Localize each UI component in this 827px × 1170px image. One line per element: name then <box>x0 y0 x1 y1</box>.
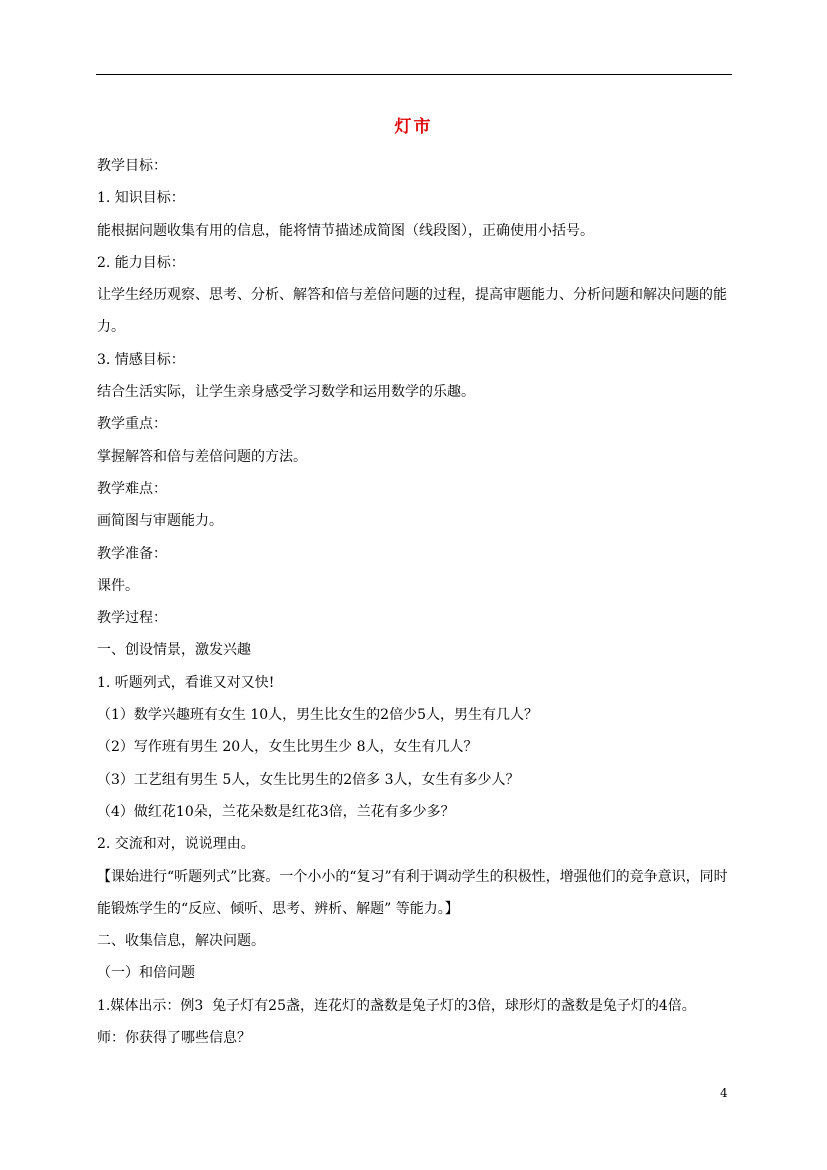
paragraph: 教学目标： <box>97 158 167 174</box>
page-number: 4 <box>720 1086 728 1100</box>
paragraph: （3）工艺组有男生 5人，女生比男生的2倍多 3人，女生有多少人？ <box>97 771 520 788</box>
paragraph: 结合生活实际，让学生亲身感受学习数学和运用数学的乐趣。 <box>97 384 475 401</box>
paragraph: 1. 听题列式，看谁又对又快! <box>97 674 275 691</box>
paragraph: （4）做红花10朵，兰花朵数是红花3倍，兰花有多少多？ <box>97 803 455 820</box>
paragraph: （2）写作班有男生 20人，女生比男生少 8人，女生有几人？ <box>97 739 478 756</box>
paragraph: 1.媒体出示：例3 兔子灯有25盏，连花灯的盏数是兔子灯的3倍，球形灯的盏数是兔子灯的4倍。 <box>97 997 696 1014</box>
header-rule <box>96 74 732 75</box>
paragraph: 教学重点： <box>97 416 167 433</box>
paragraph: （1）数学兴趣班有女生 10人，男生比女生的2倍少5人，男生有几人？ <box>97 707 538 724</box>
paragraph: 能根据问题收集有用的信息，能将情节描述成简图（线段图），正确使用小括号。 <box>97 222 594 239</box>
paragraph: 二、收集信息，解决问题。 <box>97 933 265 950</box>
paragraph: 课件。 <box>97 577 139 594</box>
paragraph: 让学生经历观察、思考、分析、解答和倍与差倍问题的过程，提高审题能力、分析问题和解决问题的能力。 <box>97 287 727 336</box>
paragraph: 掌握解答和倍与差倍问题的方法。 <box>97 448 307 465</box>
document-body <box>97 150 737 1054</box>
paragraph: 【课始进行“听题列式”比赛。一个小小的“复习”有利于调动学生的积极性，增强他们的竞争意识，同时能锻炼学生的“反应、倾听、思考、辨析、解题” 等能力。】 <box>97 868 728 917</box>
paragraph: 1. 知识目标： <box>97 190 185 207</box>
paragraph: 3. 情感目标： <box>97 351 185 368</box>
paragraph: 画简图与审题能力。 <box>97 513 223 530</box>
paragraph: 2. 交流和对，说说理由。 <box>97 836 255 853</box>
paragraph: 一、创设情景，激发兴趣 <box>97 642 251 659</box>
paragraph: 教学准备： <box>97 545 167 562</box>
paragraph: 2. 能力目标： <box>97 254 185 271</box>
paragraph: 师：你获得了哪些信息？ <box>97 1030 251 1047</box>
paragraph: 教学难点： <box>97 480 167 497</box>
document-title: 灯市 <box>394 117 433 137</box>
paragraph: 教学过程： <box>97 610 167 627</box>
paragraph: （一）和倍问题 <box>97 965 195 982</box>
